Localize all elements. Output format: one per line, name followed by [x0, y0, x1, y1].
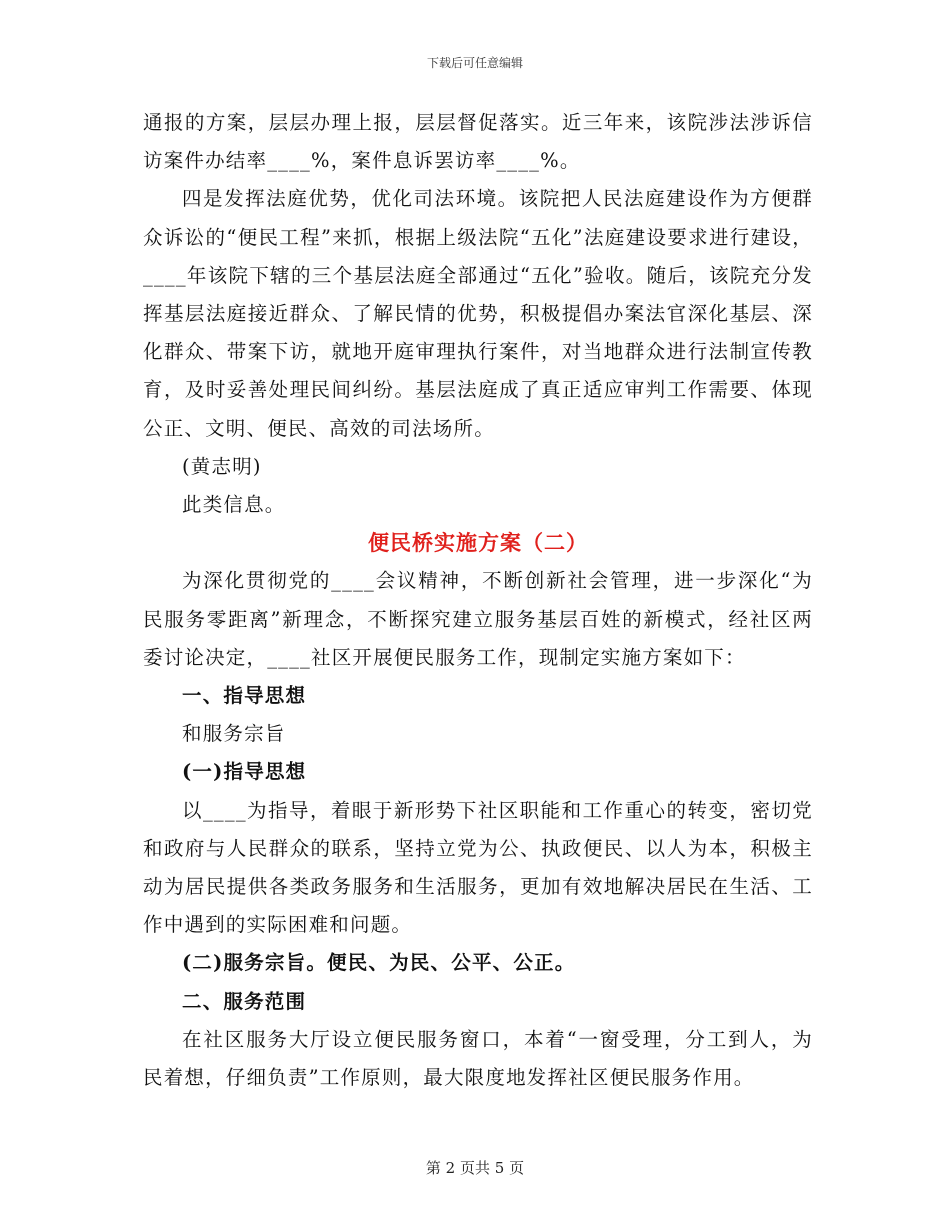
paragraph-6: 以____为指导，着眼于新形势下社区职能和工作重心的转变，密切党和政府与人民群众的联系，坚持立党为公、执政便民、以人为本，积极主动为居民提供各类政务服务和生活服务，更加有效地解决居民在生活、工作中遇到的实际困难和问题。: [143, 798, 813, 937]
heading-guiding-thought: 一、指导思想: [182, 684, 307, 708]
paragraph-5: 和服务宗旨: [182, 722, 286, 746]
page-footer: 第 2 页共 5 页: [425, 1159, 525, 1177]
author-note: (黄志明): [182, 454, 262, 478]
section-title: 便民桥实施方案（二）: [368, 530, 588, 556]
document-body: [143, 104, 813, 1097]
paragraph-7: 在社区服务大厅设立便民服务窗口，本着“一窗受理，分工到人，为民着想，仔细负责”工作原则，最大限度地发挥社区便民服务作用。: [143, 1027, 813, 1090]
paragraph-4: 为深化贯彻党的____会议精神，不断创新社会管理，进一步深化“为民服务零距离”新理念，不断探究建立服务基层百姓的新模式，经社区两委讨论决定，____社区开展便民服务工作，现制定实施方案如下：: [143, 569, 813, 669]
paragraph-2: 四是发挥法庭优势，优化司法环境。该院把人民法庭建设作为方便群众诉讼的“便民工程”来抓，根据上级法院“五化”法庭建设要求进行建设，____年该院下辖的三个基层法庭全部通过“五化”验收。随后，该院充分发挥基层法庭接近群众、了解民情的优势，积极提倡办案法官深化基层、深化群众、带案下访，就地开庭审理执行案件，对当地群众进行法制宣传教育，及时妥善处理民间纠纷。基层法庭成了真正适应审判工作需要、体现公正、文明、便民、高效的司法场所。: [143, 187, 813, 440]
page-header: 下载后可任意编辑: [426, 56, 523, 70]
heading-sub-guiding-thought: (一)指导思想: [182, 760, 307, 784]
paragraph-3: 此类信息。: [182, 493, 286, 517]
heading-service-scope: 二、服务范围: [182, 989, 307, 1013]
heading-service-purpose: (二)服务宗旨。便民、为民、公平、公正。: [182, 951, 576, 975]
paragraph-1: 通报的方案，层层办理上报，层层督促落实。近三年来，该院涉法涉诉信访案件办结率____%，案件息诉罢访率____%。: [143, 111, 813, 173]
